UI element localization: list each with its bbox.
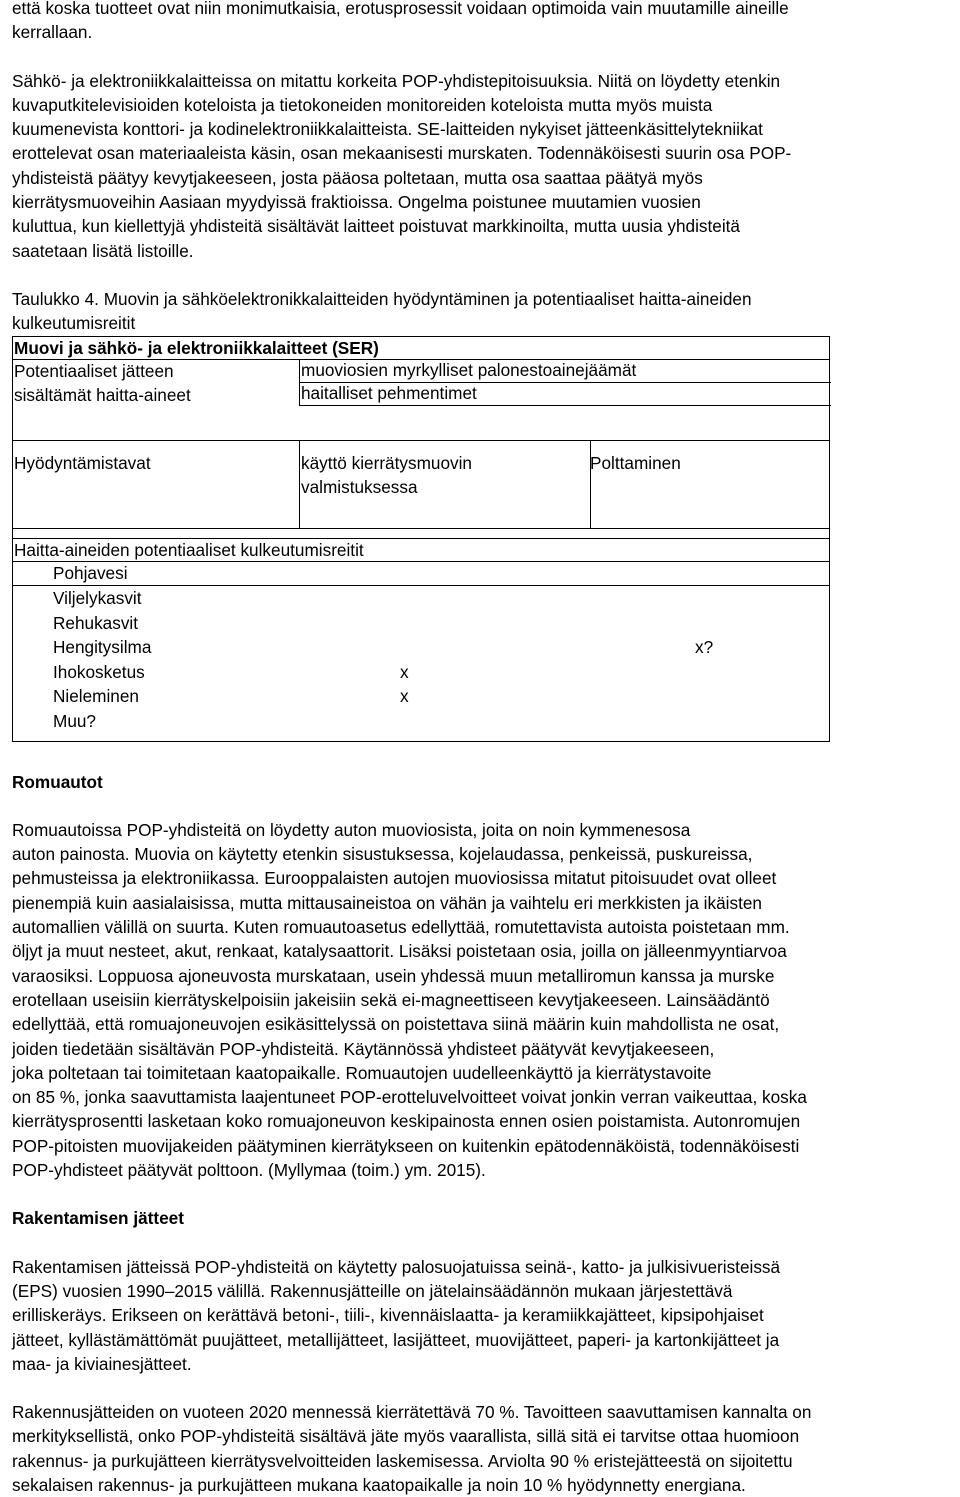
routes-title-cell: [13, 538, 829, 562]
route-name: Viljelykasvit: [53, 588, 142, 609]
table-header-cell: [12, 336, 830, 360]
ser-paragraph: [12, 69, 956, 263]
rak-paragraph-2: [12, 1400, 956, 1497]
text-line: Potentiaaliset jätteen: [14, 360, 174, 381]
text-line: edellyttää, että romuajoneuvojen esikäsittelyssä on poistettava siinä määrin kuin mahdollista ne osat,: [12, 1014, 780, 1035]
text-line: Taulukko 4. Muovin ja sähköelektronikkalaitteiden hyödyntäminen ja potentiaaliset haitta-aineiden: [12, 288, 752, 309]
route-col1-mark: x: [400, 686, 409, 707]
text-line: erottelevat osan materiaaleista käsin, osan mekaanisesti murskaten. Todennäköisesti suurin osa POP-: [12, 143, 792, 164]
hazard-row: [12, 359, 830, 441]
text-line: kulkeutumisreitit: [12, 313, 136, 334]
text-line: auton painosta. Muovia on käytetty etenkin sisustuksessa, kojelaudassa, penkeissä, puskureissa,: [12, 844, 753, 865]
use-label: Hyödyntämistavat: [14, 452, 151, 473]
routes-title: Haitta-aineiden potentiaaliset kulkeutumisreitit: [14, 539, 364, 560]
route-col2-mark: x?: [695, 637, 714, 658]
routes-list: [13, 561, 829, 734]
route-name: Rehukasvit: [53, 612, 139, 633]
hazard-label: [14, 359, 191, 408]
romu-paragraph: [12, 818, 956, 1182]
text-line: kierrätysmuoveihin Aasiaan myydyissä fraktioissa. Ongelma poistunee muutamien vuosien: [12, 192, 701, 213]
text-line: rakennus- ja purkujätteen kierrätysvelvoitteiden laskemisessa. Arviolta 90 % eristejätteestä on sijoitettu: [12, 1450, 793, 1471]
intro-paragraph: [12, 0, 956, 45]
text-line: valmistuksessa: [301, 476, 418, 497]
routes-block: [12, 528, 830, 742]
text-line: erotellaan useisiin kierrätyskelpoisiin jakeisiin sekä ei-magneettiseen kevytjakeeseen. Lainsäädäntö: [12, 989, 770, 1010]
hazard-value-cell: [299, 359, 831, 383]
text-line: kerrallaan.: [12, 22, 93, 43]
text-line: öljyt ja muut nesteet, akut, renkaat, katalysaattorit. Lisäksi poistetaan osia, joilla on jälleenmyyntiarvoa: [12, 941, 787, 962]
text-line: varaosiksi. Loppuosa ajoneuvosta murskataan, usein yhdessä muun metalliromun kanssa ja murske: [12, 965, 775, 986]
text-line: käyttö kierrätysmuovin: [301, 452, 472, 473]
text-line: Romuautoissa POP-yhdisteitä on löydetty auton muoviosista, joita on noin kymmenesosa: [12, 819, 691, 840]
text-line: maa- ja kiviainesjätteet.: [12, 1353, 192, 1374]
route-row: [13, 586, 829, 611]
table-header: Muovi ja sähkö- ja elektroniikkalaitteet (SER): [14, 337, 379, 358]
text-line: Rakennusjätteiden on vuoteen 2020 mennessä kierrätettävä 70 %. Tavoitteen saavuttamisen kannalta on: [12, 1402, 812, 1423]
route-row: [13, 611, 829, 636]
route-col1-mark: x: [400, 661, 409, 682]
text-line: POP-pitoisten muovijakeiden päätyminen kierrätykseen on kuitenkin epätodennäköistä, todennäköisesti: [12, 1135, 800, 1156]
text-line: kierrätysprosentti lasketaan koko romuajoneuvon keskipainosta ennen osien poistamista. Autonromujen: [12, 1111, 801, 1132]
route-name: Ihokosketus: [53, 661, 145, 682]
route-row: [13, 684, 829, 709]
route-name: Pohjavesi: [53, 562, 128, 583]
hazard-value-cell: [299, 382, 831, 406]
text-line: jätteet, kyllästämättömät puujätteet, metallijätteet, lasijätteet, muovijätteet, paperi- ja kartonkijätteet ja: [12, 1329, 780, 1350]
table-caption: [12, 287, 956, 336]
rak-paragraph-1: [12, 1255, 956, 1376]
hazard-value: haitalliset pehmentimet: [301, 382, 477, 403]
route-row: [13, 561, 829, 587]
text-line: pienempiä kuin aasialaisissa, mutta mittausaineistoa on vähän ja vaihtelu eri merkkisten ja ikäisten: [12, 892, 762, 913]
text-line: joiden tiedetään sisältävän POP-yhdisteitä. Käytännössä yhdisteet päätyvät kevytjakeeseen,: [12, 1038, 715, 1059]
route-name: Muu?: [53, 710, 96, 731]
text-line: erilliskeräys. Erikseen on kerättävä betoni-, tiili-, kivennäislaatta- ja keramiikkajätteet, kipsipohjaiset: [12, 1305, 764, 1326]
text-line: kuumenevista konttori- ja kodinelektroniikkalaitteista. SE-laitteiden nykyiset jätteenkäsittelytekniikat: [12, 119, 763, 140]
text-line: yhdisteistä päätyy kevytjakeeseen, josta pääosa poltetaan, mutta osa saattaa päätyä myös: [12, 167, 703, 188]
use-col1: [301, 451, 472, 500]
section-heading-rakentamisen-jatteet: Rakentamisen jätteet: [12, 1208, 184, 1229]
hazard-value: muoviosien myrkylliset palonestoainejäämät: [301, 359, 637, 380]
section-heading-romuautot: Romuautot: [12, 771, 103, 792]
text-line: on 85 %, jonka saavuttamista laajentuneet POP-erotteluvelvoitteet voivat jonkin verran vaikeuttaa, koska: [12, 1087, 807, 1108]
text-line: saatetaan lisätä listoille.: [12, 240, 194, 261]
text-line: Rakentamisen jätteissä POP-yhdisteitä on käytetty palosuojatuissa seinä-, katto- ja julkisivueristeissä: [12, 1256, 781, 1277]
text-line: merkityksellistä, onko POP-yhdisteitä sisältävä jäte myös vaarallista, sillä sitä ei tarvitse ottaa huomioon: [12, 1426, 800, 1447]
text-line: että koska tuotteet ovat niin monimutkaisia, erotusprosessit voidaan optimoida vain muutamille aineille: [12, 0, 789, 18]
text-line: Sähkö- ja elektroniikkalaitteissa on mitattu korkeita POP-yhdistepitoisuuksia. Niitä on löydetty etenkin: [12, 70, 781, 91]
route-row: [13, 635, 829, 660]
hazard-table: [12, 336, 830, 742]
use-col1-cell: [299, 440, 591, 528]
document-page: [12, 0, 956, 1497]
text-line: kuluttua, kun kiellettyjä yhdisteitä sisältävät laitteet poistuvat markkinoilta, mutta uusia yhdisteitä: [12, 216, 740, 237]
text-line: sisältämät haitta-aineet: [14, 384, 191, 405]
route-name: Nieleminen: [53, 686, 139, 707]
text-line: (EPS) vuosien 1990–2015 välillä. Rakennusjätteille on jätelainsäädännön mukaan järjestettävä: [12, 1280, 733, 1301]
text-line: sekalaisen rakennus- ja purkujätteen mukana kaatopaikalle ja noin 10 % hyödynnetty energiana.: [12, 1474, 746, 1495]
text-line: automallien välillä on suurta. Kuten romuautoasetus edellyttää, romutettavista autoista poistetaan mm.: [12, 917, 790, 938]
text-line: POP-yhdisteet päätyvät polttoon. (Myllymaa (toim.) ym. 2015).: [12, 1160, 486, 1181]
route-name: Hengitysilma: [53, 637, 152, 658]
text-line: pehmusteissa ja elektroniikassa. Eurooppalaisten autojen muoviosissa mitatut pitoisuudet ovat olleet: [12, 868, 777, 889]
text-line: joka poltetaan tai toimitetaan kaatopaikalle. Romuautojen uudelleenkäyttö ja kierrätystavoite: [12, 1062, 712, 1083]
route-row: [13, 709, 829, 734]
use-row: [12, 440, 830, 529]
text-line: kuvaputkitelevisioiden koteloista ja tietokoneiden monitoreiden koteloista mutta myös muista: [12, 94, 713, 115]
use-col2: Polttaminen: [590, 452, 681, 473]
route-row: [13, 660, 829, 685]
